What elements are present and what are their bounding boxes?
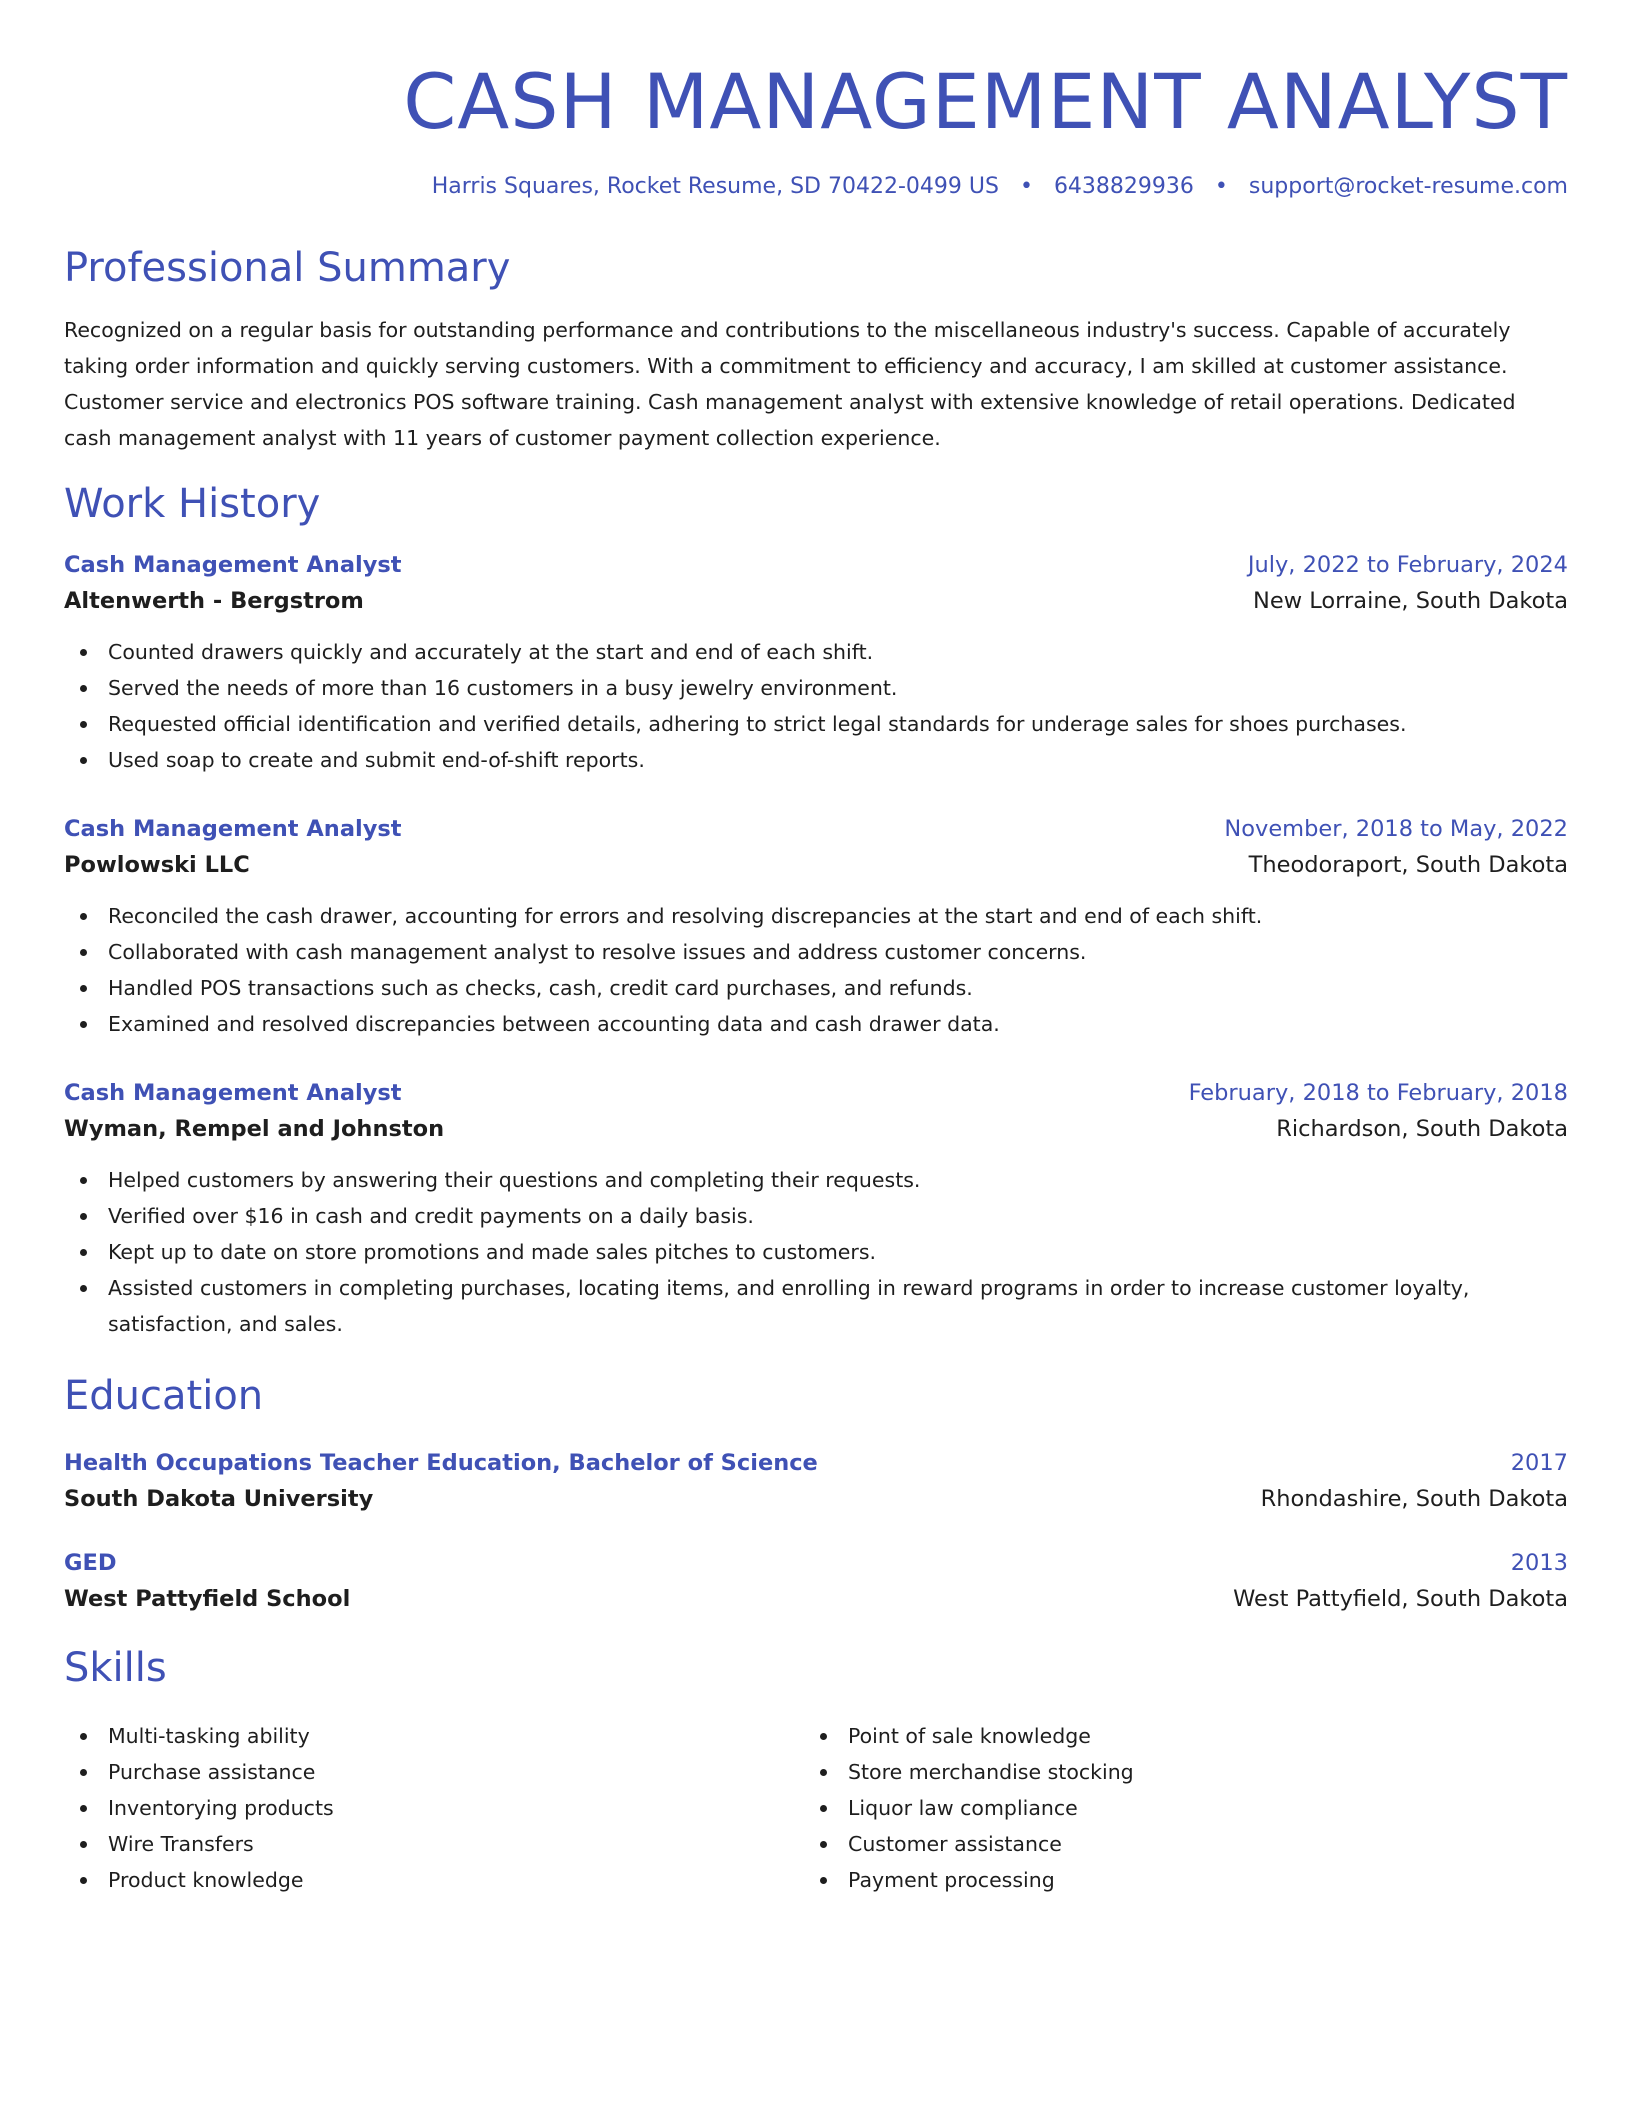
skills-heading: Skills — [64, 1645, 167, 1691]
skill-item: Wire Transfers — [64, 1826, 804, 1862]
skill-item: Customer assistance — [804, 1826, 1544, 1862]
contact-line — [64, 172, 1568, 202]
job-bullets — [64, 1162, 1568, 1342]
job-bullet: Handled POS transactions such as checks, cash, credit card purchases, and refunds. — [64, 970, 1568, 1006]
skill-item: Product knowledge — [64, 1862, 804, 1898]
education-entry — [64, 1446, 1568, 1518]
skill-item: Inventorying products — [64, 1790, 804, 1826]
job-entry — [64, 812, 1568, 1042]
job-bullets — [64, 634, 1568, 778]
skill-item: Point of sale knowledge — [804, 1718, 1544, 1754]
skill-item: Multi-tasking ability — [64, 1718, 804, 1754]
job-location: Theodoraport, South Dakota — [1248, 852, 1568, 878]
job-company: Powlowski LLC — [64, 852, 250, 878]
job-bullet: Kept up to date on store promotions and made sales pitches to customers. — [64, 1234, 1568, 1270]
skills-column-left — [64, 1718, 804, 1898]
skill-item: Payment processing — [804, 1862, 1544, 1898]
job-bullet: Counted drawers quickly and accurately at the start and end of each shift. — [64, 634, 1568, 670]
job-company: Altenwerth - Bergstrom — [64, 588, 364, 614]
education-heading: Education — [64, 1373, 264, 1419]
job-bullet: Examined and resolved discrepancies between accounting data and cash drawer data. — [64, 1006, 1568, 1042]
education-school: West Pattyfield School — [64, 1586, 351, 1612]
job-dates: November, 2018 to May, 2022 — [1224, 816, 1568, 842]
resume-title: CASH MANAGEMENT ANALYST — [403, 57, 1568, 146]
job-bullet: Verified over $16 in cash and credit payments on a daily basis. — [64, 1198, 1568, 1234]
summary-heading: Professional Summary — [64, 245, 511, 291]
skill-item: Purchase assistance — [64, 1754, 804, 1790]
contact-phone: 6438829936 — [1053, 174, 1194, 199]
job-bullet: Collaborated with cash management analyst to resolve issues and address customer concerns. — [64, 934, 1568, 970]
education-year: 2013 — [1510, 1550, 1568, 1576]
contact-email: support@rocket-resume.com — [1248, 174, 1568, 199]
job-location: New Lorraine, South Dakota — [1253, 588, 1568, 614]
education-degree: Health Occupations Teacher Education, Bachelor of Science — [64, 1450, 818, 1476]
education-entry — [64, 1546, 1568, 1618]
job-role: Cash Management Analyst — [64, 1080, 402, 1106]
contact-separator: • — [1019, 174, 1033, 199]
contact-separator: • — [1214, 174, 1228, 199]
job-entry — [64, 548, 1568, 778]
job-bullet: Requested official identification and verified details, adhering to strict legal standards for underage sales for shoes purchases. — [64, 706, 1568, 742]
job-bullet: Reconciled the cash drawer, accounting for errors and resolving discrepancies at the start and end of each shift. — [64, 898, 1568, 934]
skills-grid — [64, 1704, 1568, 1898]
contact-address: Harris Squares, Rocket Resume, SD 70422-0499 US — [431, 174, 999, 199]
job-bullet: Served the needs of more than 16 customers in a busy jewelry environment. — [64, 670, 1568, 706]
education-location: West Pattyfield, South Dakota — [1233, 1586, 1568, 1612]
job-bullet: Assisted customers in completing purchases, locating items, and enrolling in reward programs in order to increase customer loyalty, satisfaction, and sales. — [64, 1270, 1568, 1342]
education-school: South Dakota University — [64, 1486, 374, 1512]
job-company: Wyman, Rempel and Johnston — [64, 1116, 445, 1142]
skill-item: Store merchandise stocking — [804, 1754, 1544, 1790]
work-history-heading: Work History — [64, 481, 321, 527]
skill-item: Liquor law compliance — [804, 1790, 1544, 1826]
job-dates: July, 2022 to February, 2024 — [1247, 552, 1568, 578]
job-bullet: Used soap to create and submit end-of-shift reports. — [64, 742, 1568, 778]
job-bullets — [64, 898, 1568, 1042]
education-degree: GED — [64, 1550, 117, 1576]
job-role: Cash Management Analyst — [64, 816, 402, 842]
summary-text: Recognized on a regular basis for outstanding performance and contributions to the miscellaneous industry's success. Capable of accurately taking order information and quickly serving customers. With a commitment to efficiency and accuracy, I am skilled at customer assistance. Customer service and electronics POS software training. Cash management analyst with extensive knowledge of retail operations. Dedicated cash management analyst with 11 years of customer payment collection experience. — [64, 318, 1516, 450]
education-year: 2017 — [1510, 1450, 1568, 1476]
job-entry — [64, 1076, 1568, 1342]
job-role: Cash Management Analyst — [64, 552, 402, 578]
resume-page — [64, 0, 1568, 1898]
job-location: Richardson, South Dakota — [1276, 1116, 1568, 1142]
job-dates: February, 2018 to February, 2018 — [1188, 1080, 1568, 1106]
job-bullet: Helped customers by answering their questions and completing their requests. — [64, 1162, 1568, 1198]
skills-column-right — [804, 1718, 1544, 1898]
education-location: Rhondashire, South Dakota — [1260, 1486, 1568, 1512]
